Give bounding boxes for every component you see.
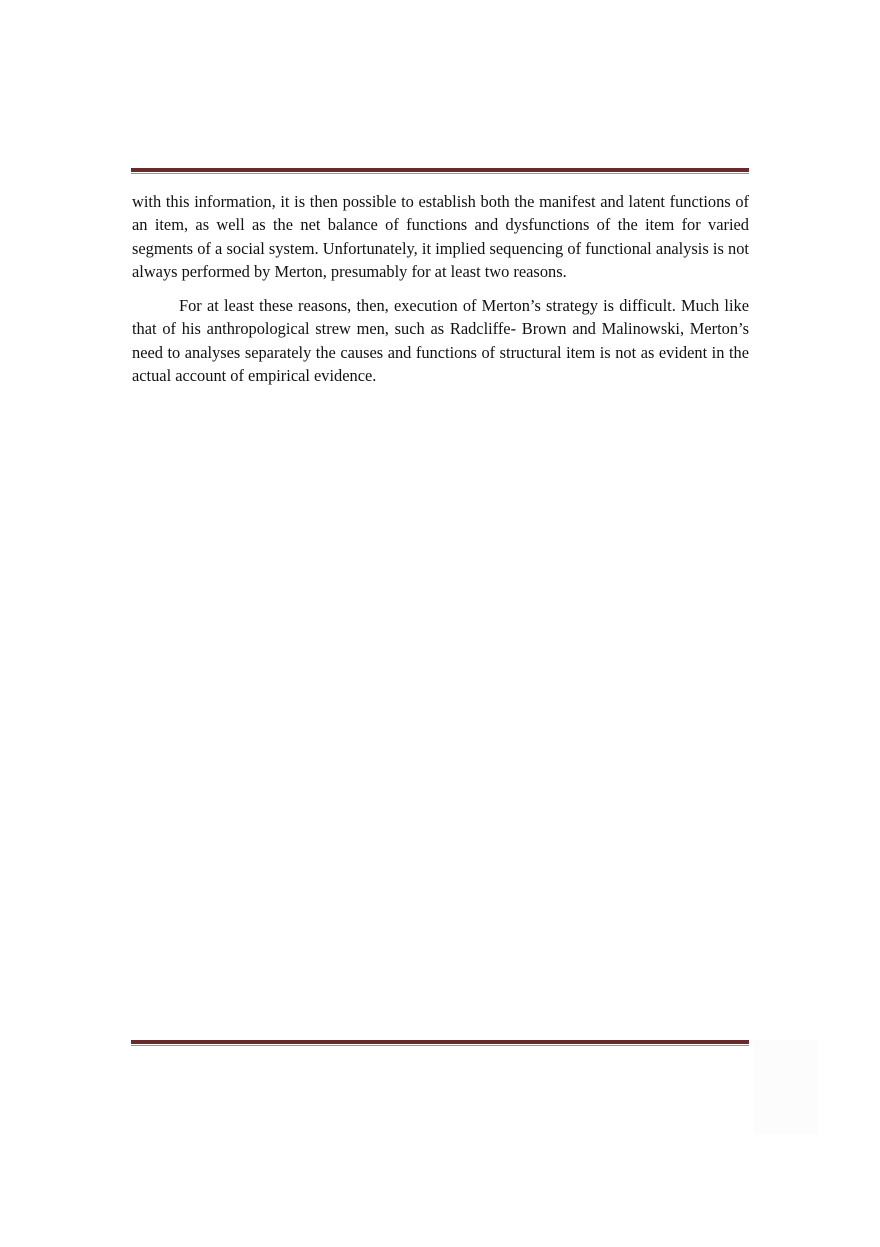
header-rule-thick bbox=[131, 168, 749, 172]
footer-rule bbox=[131, 1040, 749, 1046]
paragraph-1: with this information, it is then possible to establish both the manifest and latent functions of an item, as well as the net balance of functions and dysfunctions of the item for varied segments of a social system. Unfortunately, it implied sequencing of functional analysis is not always performed by Merton, presumably for at least two reasons. bbox=[132, 192, 749, 281]
header-rule-thin bbox=[131, 173, 749, 174]
footer-rule-thick bbox=[131, 1040, 749, 1044]
paragraph-2: For at least these reasons, then, execution of Merton’s strategy is difficult. Much like that of his anthropological strew men, such as Radcliffe- Brown and Malinowski, Merton’s need to analyses separately the causes and functions of structural item is not as evident in the actual account of empirical evidence. bbox=[132, 296, 749, 386]
page-body bbox=[132, 190, 749, 398]
footer-rule-thin bbox=[131, 1045, 749, 1046]
header-rule bbox=[131, 168, 749, 174]
page-number-box bbox=[754, 1040, 818, 1134]
